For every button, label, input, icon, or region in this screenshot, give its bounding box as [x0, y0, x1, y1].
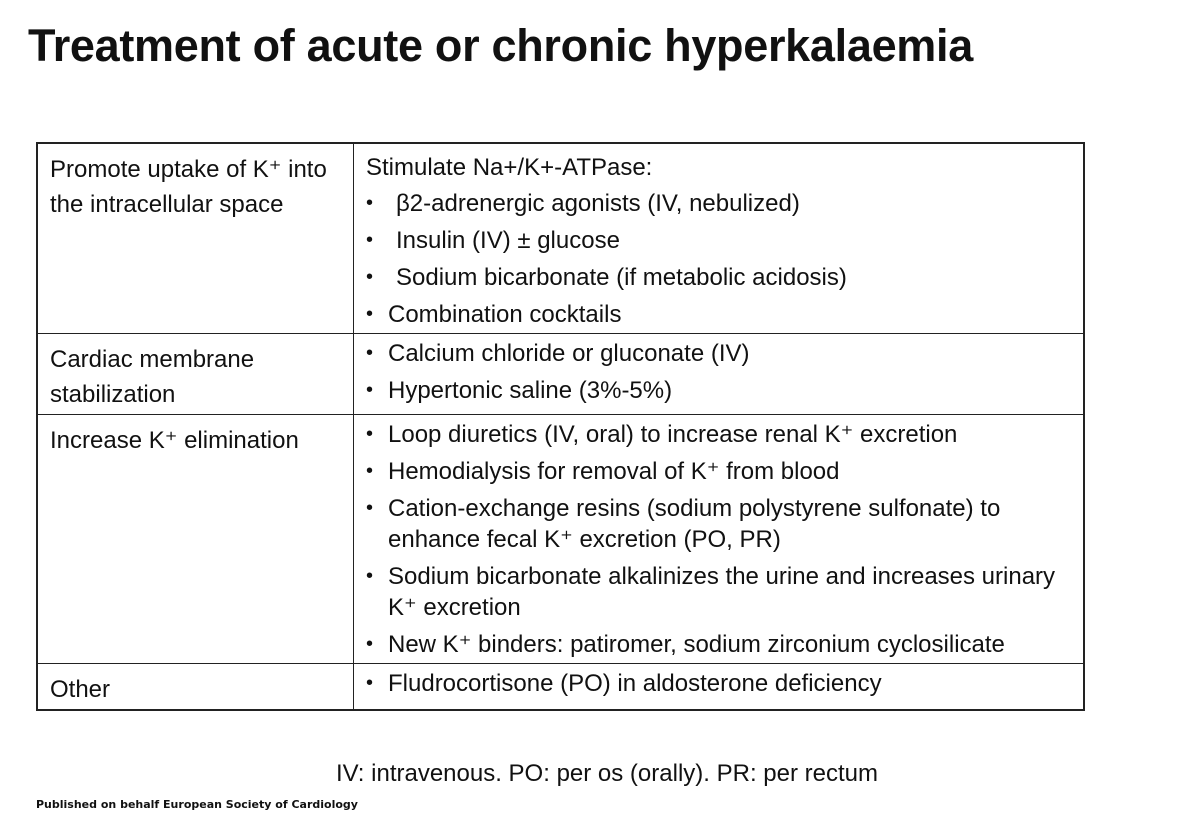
list-item: • Calcium chloride or gluconate (IV)	[366, 338, 1073, 369]
list-item: • Sodium bicarbonate (if metabolic acidosis)	[366, 262, 1073, 293]
treatment-list	[366, 338, 1073, 406]
list-item: • Sodium bicarbonate alkalinizes the urine and increases urinary K⁺ excretion	[366, 561, 1073, 623]
category-cell: Cardiac membrane stabilization	[37, 334, 354, 415]
list-item: • Combination cocktails	[366, 299, 1073, 330]
abbreviations-footnote: IV: intravenous. PO: per os (orally). PR: per rectum	[336, 760, 878, 787]
treatment-cell	[354, 334, 1085, 415]
table-row	[37, 415, 1084, 664]
list-item: • β2-adrenergic agonists (IV, nebulized)	[366, 188, 1073, 219]
list-item: • Hemodialysis for removal of K⁺ from blood	[366, 456, 1073, 487]
list-item: • Fludrocortisone (PO) in aldosterone deficiency	[366, 668, 1073, 699]
table-row	[37, 664, 1084, 711]
treatment-table	[36, 142, 1085, 711]
treatment-cell	[354, 664, 1085, 711]
category-cell: Increase K⁺ elimination	[37, 415, 354, 664]
treatment-list	[366, 419, 1073, 660]
list-item: • Hypertonic saline (3%-5%)	[366, 375, 1073, 406]
treatment-list	[366, 188, 1073, 330]
category-cell: Other	[37, 664, 354, 711]
treatment-cell	[354, 415, 1085, 664]
list-item: • Insulin (IV) ± glucose	[366, 225, 1073, 256]
list-item: • Loop diuretics (IV, oral) to increase renal K⁺ excretion	[366, 419, 1073, 450]
treatment-cell	[354, 143, 1085, 334]
list-item: • Cation-exchange resins (sodium polystyrene sulfonate) to enhance fecal K⁺ excretion (PO, PR)	[366, 493, 1073, 555]
category-cell: Promote uptake of K⁺ into the intracellular space	[37, 143, 354, 334]
publisher-credit: Published on behalf European Society of Cardiology	[36, 798, 358, 811]
table-row	[37, 143, 1084, 334]
list-item: • New K⁺ binders: patiromer, sodium zirconium cyclosilicate	[366, 629, 1073, 660]
page-title: Treatment of acute or chronic hyperkalaemia	[28, 20, 973, 71]
treatment-list	[366, 668, 1073, 699]
row-lead-text: Stimulate Na+/K+-ATPase:	[366, 154, 653, 181]
table-row	[37, 334, 1084, 415]
